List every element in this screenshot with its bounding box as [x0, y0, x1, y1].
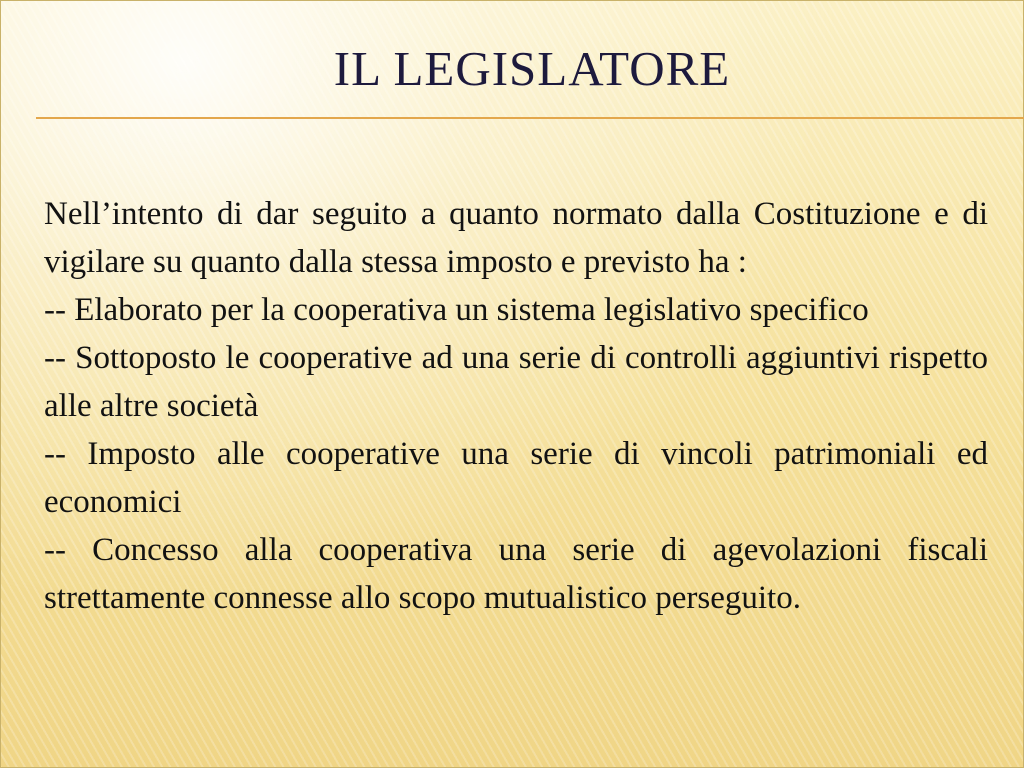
list-item: -- Sottoposto le cooperative ad una serie di controlli aggiuntivi rispetto alle altre società [44, 340, 988, 424]
title-divider [36, 117, 1024, 119]
list-item: -- Imposto alle cooperative una serie di vincoli patrimoniali ed economici [44, 436, 988, 520]
slide-title: IL LEGISLATORE [333, 41, 731, 96]
intro-paragraph: Nell’intento di dar seguito a quanto normato dalla Costituzione e di vigilare su quanto dalla stessa imposto e previsto ha : [44, 196, 988, 280]
list-item: -- Concesso alla cooperativa una serie di agevolazioni fiscali strettamente connesse allo scopo mutualistico perseguito. [44, 532, 988, 616]
list-item: -- Elaborato per la cooperativa un sistema legislativo specifico [44, 292, 869, 328]
slide-body [44, 190, 988, 622]
